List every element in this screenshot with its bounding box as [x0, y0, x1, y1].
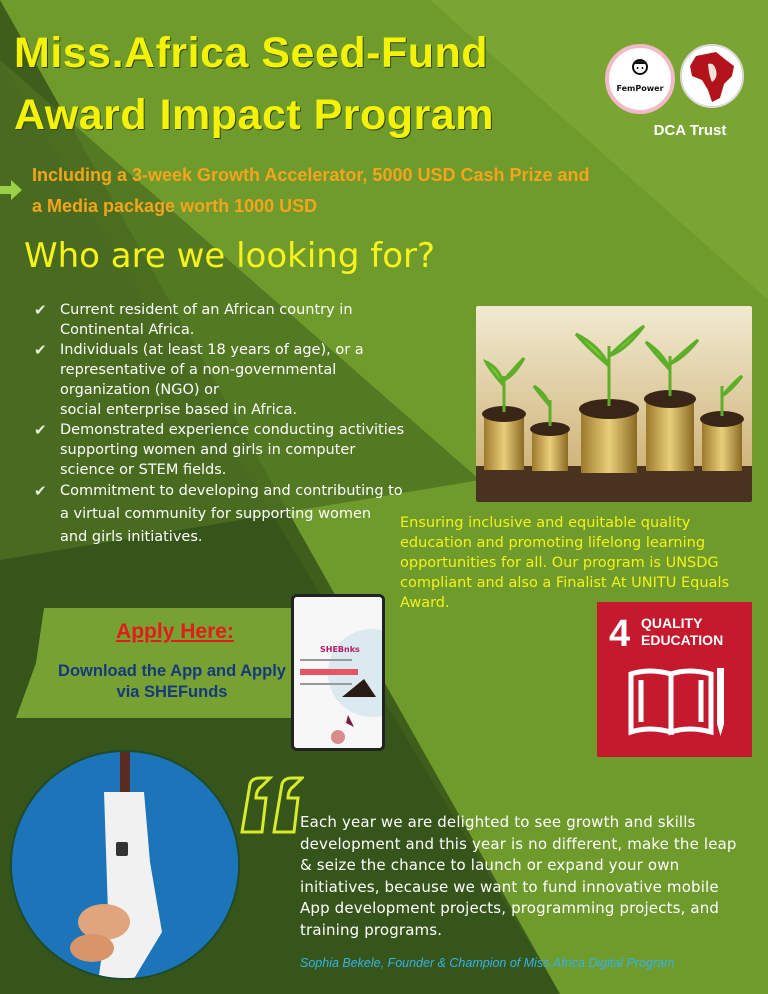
- list-item: ✔ Commitment to developing and contributing to a virtual community for supporting women and girls initiatives.: [34, 482, 403, 545]
- eligibility-list: [34, 300, 424, 549]
- checkmark-icon: ✔: [34, 482, 47, 500]
- founder-photo: [10, 750, 240, 980]
- book-pencil-icon: [627, 664, 727, 738]
- dca-trust-logo: [680, 44, 744, 108]
- checkmark-icon: ✔: [34, 421, 47, 439]
- testimonial-quote: Each year we are delighted to see growth and skills development and this year is no different, make the leap & seize the chance to launch or expand your own initiatives, because we want to fund innovative mobile App development projects, programming projects, and training programs.: [300, 813, 737, 939]
- dca-trust-label: DCA Trust: [653, 122, 727, 139]
- apply-description: Download the App and Apply via SHEFunds: [58, 662, 286, 701]
- testimonial-attribution: Sophia Bekele, Founder & Champion of Miss.Africa Digital Program: [300, 956, 675, 970]
- coins-plants-photo: [476, 306, 752, 502]
- sdg-description: Ensuring inclusive and equitable quality education and promoting lifelong learning opportunities for all. Our program is UNSDG compliant and also a Finalist At UNITU Equals Award.: [400, 515, 730, 611]
- fempower-label: FemPower: [616, 84, 664, 93]
- list-item: ✔ Demonstrated experience conducting activities supporting women and girls in computer science or STEM fields.: [34, 421, 405, 478]
- face-icon: [630, 58, 650, 80]
- app-phone-mockup[interactable]: [291, 594, 385, 751]
- africa-map-icon: [682, 46, 742, 106]
- checkmark-icon: ✔: [34, 301, 47, 319]
- sdg-number: 4: [609, 613, 631, 655]
- sdg-label: QUALITY EDUCATION: [641, 615, 724, 648]
- checkmark-icon: ✔: [34, 341, 47, 359]
- photo-illustration: [12, 752, 240, 980]
- page-title: Miss.Africa Seed-Fund Award Impact Program: [14, 29, 494, 139]
- arrow-right-icon: [0, 180, 22, 200]
- sdg-badge: [597, 602, 752, 757]
- list-item: ✔ Current resident of an African country in Continental Africa.: [34, 301, 353, 338]
- list-item: ✔ Individuals (at least 18 years of age), or a representative of a non-governmental organization (NGO) or social enterprise based in Africa.: [34, 341, 364, 418]
- apply-link[interactable]: Apply Here:: [116, 620, 234, 643]
- app-screen: [294, 597, 382, 748]
- quote-mark-icon: [240, 776, 304, 834]
- section-heading: Who are we looking for?: [24, 236, 436, 276]
- subtitle: Including a 3-week Growth Accelerator, 5000 USD Cash Prize and a Media package worth 1000 USD: [32, 165, 590, 216]
- app-brand-label: SHEBnks: [320, 645, 360, 654]
- fempower-logo: [605, 44, 675, 114]
